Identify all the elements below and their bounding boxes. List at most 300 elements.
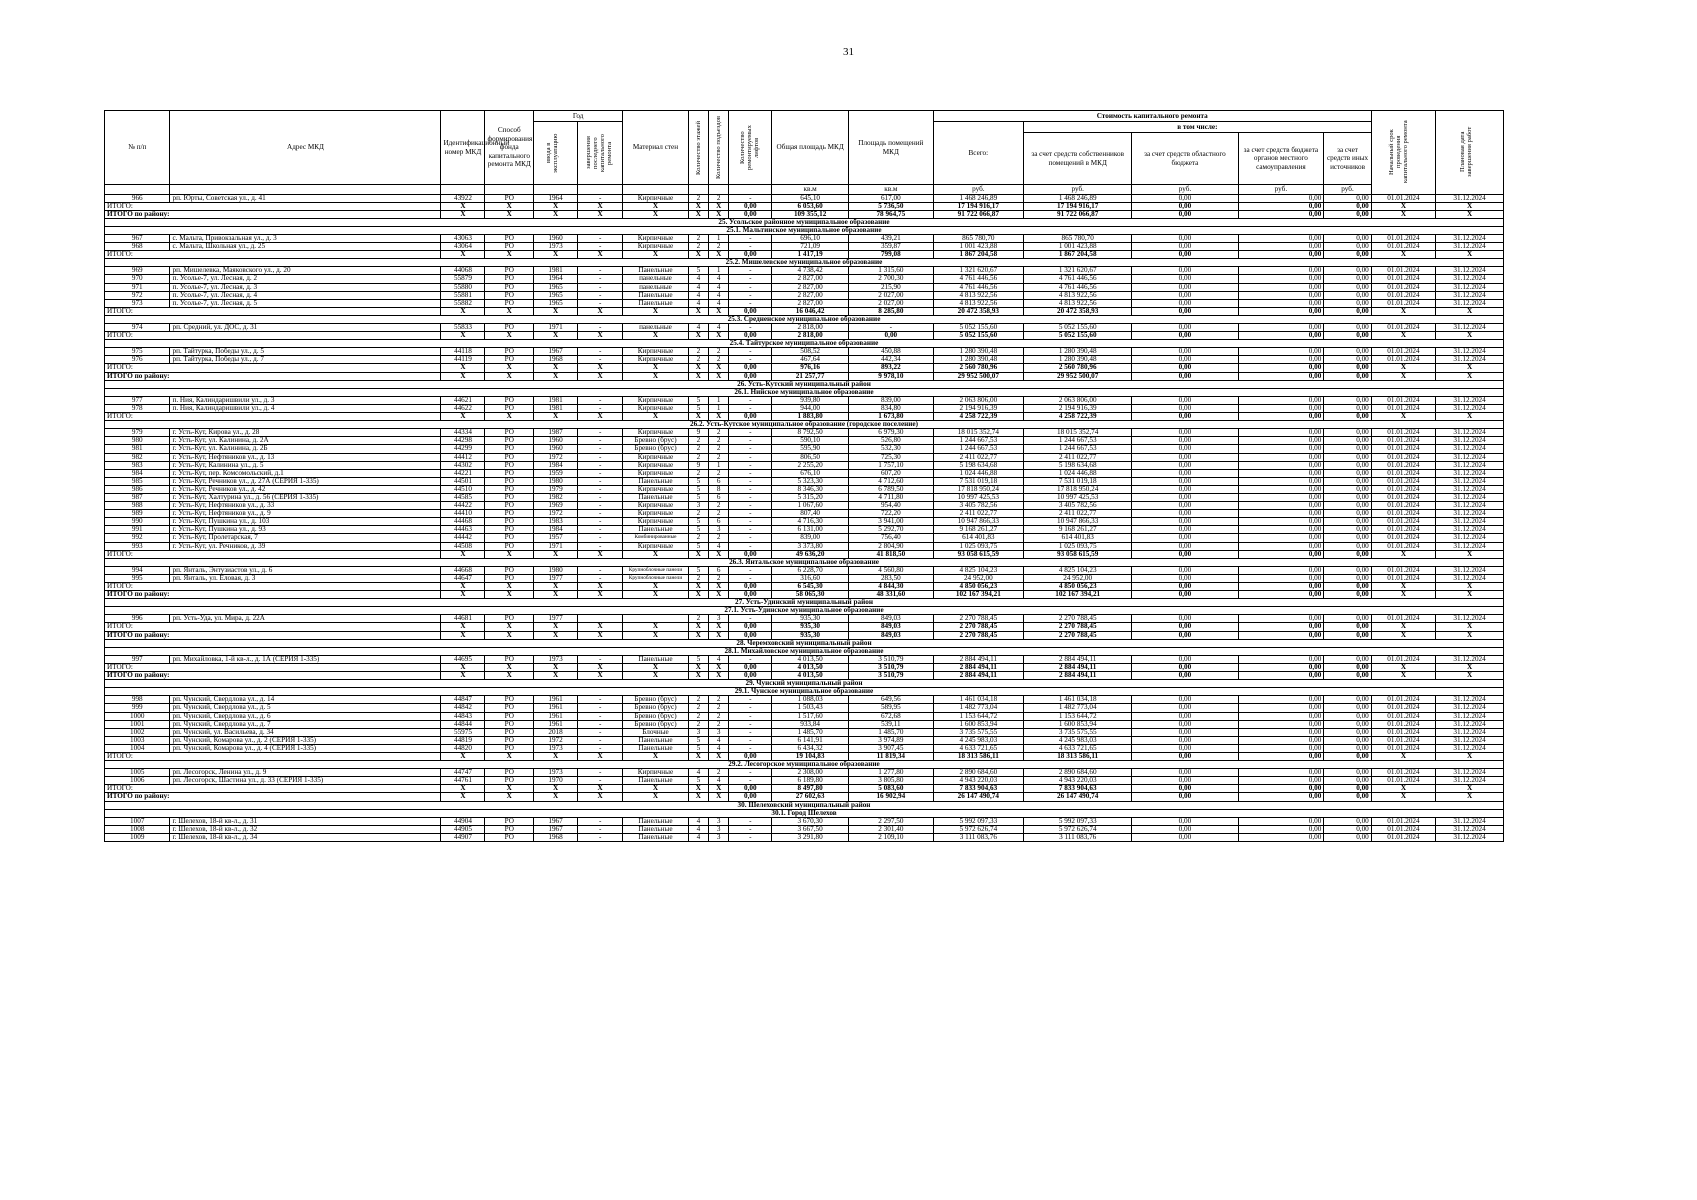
cell-last-repair: - <box>578 194 623 202</box>
cell-method: РО <box>485 243 534 251</box>
cell-last-repair: - <box>578 445 623 453</box>
cell-total-area: 645,10 <box>772 194 849 202</box>
cell-premises-area: 9 978,10 <box>849 372 934 380</box>
section-title: 29.1. Чунское муниципальное образование <box>105 688 1504 696</box>
cell-last-repair: - <box>578 696 623 704</box>
cell-local: 0,00 <box>1238 704 1324 712</box>
cell-entrances: 6 <box>709 566 729 574</box>
cell-total: 5 052 155,60 <box>933 332 1023 340</box>
cell-other: 0,00 <box>1324 518 1371 526</box>
placeholder-x: X <box>441 413 485 421</box>
cell-year: 1961 <box>534 720 578 728</box>
cell-elevators: 0,00 <box>729 251 772 259</box>
cell-entrances: 3 <box>709 825 729 833</box>
cell-floors: 4 <box>688 817 708 825</box>
cell-method: РО <box>485 461 534 469</box>
cell-method: РО <box>485 728 534 736</box>
cell-entrances: 4 <box>709 283 729 291</box>
cell-regional: 0,00 <box>1132 348 1238 356</box>
cell-regional: 0,00 <box>1132 202 1238 210</box>
cell-num: 1006 <box>105 777 170 785</box>
cell-total-area: 6 228,70 <box>772 566 849 574</box>
cell-year: 2018 <box>534 728 578 736</box>
cell-total-area: 4 738,42 <box>772 267 849 275</box>
cell-year: 1971 <box>534 542 578 550</box>
cell-entrances: 4 <box>709 777 729 785</box>
placeholder-x: X <box>485 332 534 340</box>
cell-other: 0,00 <box>1324 769 1371 777</box>
cell-other: 0,00 <box>1324 777 1371 785</box>
cell-floors: 5 <box>688 493 708 501</box>
cell-start: 01.01.2024 <box>1371 736 1435 744</box>
cell-premises-area: 539,11 <box>849 720 934 728</box>
cell-total-area: 1 883,80 <box>772 413 849 421</box>
cell-total: 3 111 083,76 <box>933 833 1023 841</box>
cell-floors: 5 <box>688 744 708 752</box>
cell-owners: 5 052 155,60 <box>1023 324 1131 332</box>
placeholder-x: X <box>534 631 578 639</box>
cell-walls: Бревно (брус) <box>623 696 688 704</box>
cell-owners: 4 258 722,39 <box>1023 413 1131 421</box>
cell-entrances: 2 <box>709 445 729 453</box>
cell-owners: 3 405 782,56 <box>1023 502 1131 510</box>
cell-last-repair: - <box>578 234 623 242</box>
cell-address: рп. Михайловка, 1-й кв-л., д. 1А (СЕРИЯ 1-335) <box>170 655 441 663</box>
cell-premises-area: 4 560,80 <box>849 566 934 574</box>
cell-ident: 44819 <box>441 736 485 744</box>
cell-total-area: 16 046,42 <box>772 307 849 315</box>
cell-start: 01.01.2024 <box>1371 445 1435 453</box>
header-year-last-repair: завершения последнего капитального ремонта <box>585 134 614 172</box>
cell-total-area: 6 141,91 <box>772 736 849 744</box>
cell-other: 0,00 <box>1324 510 1371 518</box>
header-other: за счет средств иных источников <box>1324 133 1371 185</box>
cell-total-area: 3 291,80 <box>772 833 849 841</box>
placeholder-x: X <box>485 623 534 631</box>
cell-local: 0,00 <box>1238 307 1324 315</box>
placeholder-x: X <box>688 672 708 680</box>
cell-local: 0,00 <box>1238 663 1324 671</box>
cell-num: 973 <box>105 299 170 307</box>
cell-regional: 0,00 <box>1132 550 1238 558</box>
cell-total: 1 600 853,94 <box>933 720 1023 728</box>
cell-num: 992 <box>105 534 170 542</box>
cell-end: 31.12.2024 <box>1436 833 1504 841</box>
placeholder-x: X <box>623 583 688 591</box>
cell-other: 0,00 <box>1324 243 1371 251</box>
cell-floors: 5 <box>688 477 708 485</box>
cell-entrances: 4 <box>709 655 729 663</box>
cell-owners: 2 884 494,11 <box>1023 655 1131 663</box>
cell-end: 31.12.2024 <box>1436 534 1504 542</box>
placeholder-x: X <box>709 623 729 631</box>
cell-other: 0,00 <box>1324 526 1371 534</box>
cell-local: 0,00 <box>1238 299 1324 307</box>
cell-entrances: 6 <box>709 477 729 485</box>
cell-local: 0,00 <box>1238 396 1324 404</box>
cell-regional: 0,00 <box>1132 574 1238 582</box>
cell-regional: 0,00 <box>1132 324 1238 332</box>
cell-local: 0,00 <box>1238 275 1324 283</box>
cell-ident: 44508 <box>441 542 485 550</box>
cell-other: 0,00 <box>1324 413 1371 421</box>
cell-total: 29 952 500,07 <box>933 372 1023 380</box>
header-total-area: Общая площадь МКД <box>772 111 849 185</box>
cell-regional: 0,00 <box>1132 477 1238 485</box>
cell-local: 0,00 <box>1238 404 1324 412</box>
cell-num: 984 <box>105 469 170 477</box>
cell-method: РО <box>485 356 534 364</box>
placeholder-x: X <box>441 785 485 793</box>
placeholder-x: X <box>534 332 578 340</box>
cell-end: 31.12.2024 <box>1436 275 1504 283</box>
cell-entrances: 1 <box>709 234 729 242</box>
cell-premises-area: - <box>849 324 934 332</box>
cell-last-repair: - <box>578 429 623 437</box>
cell-premises-area: 5 736,50 <box>849 202 934 210</box>
cell-walls: Комбинированные <box>623 534 688 542</box>
cell-elevators: - <box>729 348 772 356</box>
cell-last-repair: - <box>578 534 623 542</box>
cell-total: 5 992 097,33 <box>933 817 1023 825</box>
cell-address: рп. Тайтурка, Победы ул., д. 5 <box>170 348 441 356</box>
cell-entrances: 1 <box>709 404 729 412</box>
cell-total-area: 49 636,20 <box>772 550 849 558</box>
cell-regional: 0,00 <box>1132 663 1238 671</box>
cell-year: 1979 <box>534 485 578 493</box>
cell-ident: 44668 <box>441 566 485 574</box>
cell-elevators: 0,00 <box>729 752 772 760</box>
cell-walls: Бревно (брус) <box>623 712 688 720</box>
cell-address: г. Шелехов, 18-й кв-л., д. 34 <box>170 833 441 841</box>
cell-method: РО <box>485 615 534 623</box>
cell-regional: 0,00 <box>1132 712 1238 720</box>
cell-owners: 2 560 780,96 <box>1023 364 1131 372</box>
cell-other: 0,00 <box>1324 283 1371 291</box>
section-title: 30. Шелеховский муниципальный район <box>105 801 1504 809</box>
cell-ident: 44118 <box>441 348 485 356</box>
cell-other: 0,00 <box>1324 550 1371 558</box>
placeholder-x: X <box>688 752 708 760</box>
placeholder-x: X <box>578 583 623 591</box>
cell-elevators: 0,00 <box>729 591 772 599</box>
cell-elevators: - <box>729 510 772 518</box>
cell-end: 31.12.2024 <box>1436 299 1504 307</box>
cell-regional: 0,00 <box>1132 396 1238 404</box>
placeholder-x: X <box>1371 550 1435 558</box>
cell-last-repair: - <box>578 817 623 825</box>
cell-regional: 0,00 <box>1132 502 1238 510</box>
cell-local: 0,00 <box>1238 469 1324 477</box>
placeholder-x: X <box>709 663 729 671</box>
cell-total-area: 1 517,60 <box>772 712 849 720</box>
cell-total: 4 761 446,56 <box>933 275 1023 283</box>
cell-total: 9 168 261,27 <box>933 526 1023 534</box>
cell-ident: 44302 <box>441 461 485 469</box>
cell-ident: 44847 <box>441 696 485 704</box>
cell-floors: 2 <box>688 243 708 251</box>
cell-floors: 4 <box>688 275 708 283</box>
cell-address: г. Усть-Кут, ул. Калинина, д. 2А <box>170 437 441 445</box>
placeholder-x: X <box>623 332 688 340</box>
cell-address: г. Усть-Кут, Халтурина ул., д. 56 (СЕРИЯ 1-335) <box>170 493 441 501</box>
cell-local: 0,00 <box>1238 583 1324 591</box>
cell-other: 0,00 <box>1324 291 1371 299</box>
cell-elevators: - <box>729 234 772 242</box>
placeholder-x: X <box>623 210 688 218</box>
total-label: ИТОГО: <box>105 583 441 591</box>
cell-total: 1 280 390,48 <box>933 348 1023 356</box>
cell-total: 1 867 204,58 <box>933 251 1023 259</box>
total-label: ИТОГО по району: <box>105 210 441 218</box>
placeholder-x: X <box>688 591 708 599</box>
cell-floors: 2 <box>688 445 708 453</box>
placeholder-x: X <box>578 332 623 340</box>
cell-last-repair: - <box>578 712 623 720</box>
cell-total-area: 976,16 <box>772 364 849 372</box>
section-title: 25. Усольское районное муниципальное образование <box>105 218 1504 226</box>
cell-address: с. Мальта, Школьная ул., д. 25 <box>170 243 441 251</box>
placeholder-x: X <box>1371 623 1435 631</box>
placeholder-x: X <box>441 672 485 680</box>
cell-end: 31.12.2024 <box>1436 720 1504 728</box>
cell-regional: 0,00 <box>1132 736 1238 744</box>
cell-num: 1008 <box>105 825 170 833</box>
cell-year: 1973 <box>534 243 578 251</box>
cell-total: 1 461 034,18 <box>933 696 1023 704</box>
cell-year: 1968 <box>534 356 578 364</box>
cell-ident: 44585 <box>441 493 485 501</box>
placeholder-x: X <box>1371 583 1435 591</box>
cell-total-area: 2 818,00 <box>772 332 849 340</box>
section-title: 25.4. Тайтурское муниципальное образование <box>105 340 1504 348</box>
cell-owners: 1 867 204,58 <box>1023 251 1131 259</box>
placeholder-x: X <box>441 631 485 639</box>
section-title: 28.1. Михайловское муниципальное образование <box>105 647 1504 655</box>
cell-num: 986 <box>105 485 170 493</box>
cell-walls: Панельные <box>623 744 688 752</box>
cell-address: рп. Янталь, Энтузиастов ул., д. 6 <box>170 566 441 574</box>
cell-year: 1977 <box>534 574 578 582</box>
cell-total-area: 8 497,80 <box>772 785 849 793</box>
cell-method: РО <box>485 720 534 728</box>
header-elevators: Количество ремонтируемых лифтов <box>739 125 761 170</box>
cell-year: 1972 <box>534 736 578 744</box>
cell-local: 0,00 <box>1238 210 1324 218</box>
cell-address: г. Шелехов, 18-й кв-л., д. 32 <box>170 825 441 833</box>
cell-walls: Бревно (брус) <box>623 704 688 712</box>
cell-regional: 0,00 <box>1132 631 1238 639</box>
cell-entrances: 2 <box>709 453 729 461</box>
district-total-row <box>105 631 1504 639</box>
cell-total-area: 6 189,80 <box>772 777 849 785</box>
cell-elevators: 0,00 <box>729 672 772 680</box>
cell-total-area: 944,00 <box>772 404 849 412</box>
cell-year: 1981 <box>534 404 578 412</box>
placeholder-x: X <box>623 752 688 760</box>
header-owners: за счет средств собственников помещений в МКД <box>1023 133 1131 185</box>
cell-other: 0,00 <box>1324 736 1371 744</box>
cell-elevators: - <box>729 655 772 663</box>
cell-other: 0,00 <box>1324 469 1371 477</box>
cell-end: 31.12.2024 <box>1436 817 1504 825</box>
unit-total-area: кв.м <box>772 185 849 195</box>
total-row <box>105 550 1504 558</box>
cell-premises-area: 78 964,75 <box>849 210 934 218</box>
cell-regional: 0,00 <box>1132 194 1238 202</box>
cell-start: 01.01.2024 <box>1371 518 1435 526</box>
cell-end: 31.12.2024 <box>1436 429 1504 437</box>
cell-other: 0,00 <box>1324 542 1371 550</box>
cell-entrances: 2 <box>709 194 729 202</box>
header-cost: Стоимость капитального ремонта <box>933 111 1371 122</box>
placeholder-x: X <box>1371 332 1435 340</box>
cell-other: 0,00 <box>1324 712 1371 720</box>
section-title: 26.1. Нийское муниципальное образование <box>105 388 1504 396</box>
placeholder-x: X <box>534 307 578 315</box>
cell-total: 1 244 667,53 <box>933 445 1023 453</box>
placeholder-x: X <box>578 413 623 421</box>
cell-method: РО <box>485 817 534 825</box>
cell-local: 0,00 <box>1238 243 1324 251</box>
cell-premises-area: 532,30 <box>849 445 934 453</box>
cell-year: 1960 <box>534 234 578 242</box>
cell-total-area: 4 013,50 <box>772 655 849 663</box>
cell-address: рп. Мишелевка, Маяковского ул., д. 20 <box>170 267 441 275</box>
cell-walls: Кирпичные <box>623 510 688 518</box>
placeholder-x: X <box>578 785 623 793</box>
cell-other: 0,00 <box>1324 591 1371 599</box>
cell-elevators: - <box>729 275 772 283</box>
cell-total-area: 1 503,43 <box>772 704 849 712</box>
cell-ident: 44681 <box>441 615 485 623</box>
placeholder-x: X <box>485 631 534 639</box>
cell-regional: 0,00 <box>1132 267 1238 275</box>
cell-last-repair: - <box>578 267 623 275</box>
placeholder-x: X <box>688 623 708 631</box>
cell-premises-area: 893,22 <box>849 364 934 372</box>
placeholder-x: X <box>441 332 485 340</box>
cell-regional: 0,00 <box>1132 283 1238 291</box>
placeholder-x: X <box>441 752 485 760</box>
cell-floors: 2 <box>688 615 708 623</box>
cell-other: 0,00 <box>1324 493 1371 501</box>
cell-elevators: - <box>729 744 772 752</box>
total-row <box>105 364 1504 372</box>
cell-premises-area: 839,00 <box>849 396 934 404</box>
cell-owners: 102 167 394,21 <box>1023 591 1131 599</box>
cell-num: 1004 <box>105 744 170 752</box>
cell-num: 980 <box>105 437 170 445</box>
cell-floors: 5 <box>688 485 708 493</box>
cell-end: 31.12.2024 <box>1436 777 1504 785</box>
cell-total: 17 818 950,24 <box>933 485 1023 493</box>
cell-total-area: 2 818,00 <box>772 324 849 332</box>
cell-last-repair: - <box>578 453 623 461</box>
cell-total: 5 198 634,68 <box>933 461 1023 469</box>
cell-local: 0,00 <box>1238 485 1324 493</box>
cell-local: 0,00 <box>1238 445 1324 453</box>
cell-end: 31.12.2024 <box>1436 461 1504 469</box>
cell-local: 0,00 <box>1238 785 1324 793</box>
cell-regional: 0,00 <box>1132 210 1238 218</box>
cell-premises-area: 3 974,89 <box>849 736 934 744</box>
cell-start: 01.01.2024 <box>1371 437 1435 445</box>
cell-walls: Панельные <box>623 526 688 534</box>
cell-total: 1 025 093,75 <box>933 542 1023 550</box>
total-label: ИТОГО по району: <box>105 372 441 380</box>
cell-end: 31.12.2024 <box>1436 526 1504 534</box>
cell-start: 01.01.2024 <box>1371 542 1435 550</box>
placeholder-x: X <box>688 210 708 218</box>
cell-ident: 44844 <box>441 720 485 728</box>
placeholder-x: X <box>623 663 688 671</box>
header-year: Год <box>534 111 623 122</box>
cell-elevators: 0,00 <box>729 307 772 315</box>
cell-start: 01.01.2024 <box>1371 777 1435 785</box>
cell-num: 974 <box>105 324 170 332</box>
cell-total-area: 676,10 <box>772 469 849 477</box>
cell-owners: 2 270 788,45 <box>1023 631 1131 639</box>
cell-premises-area: 6 979,30 <box>849 429 934 437</box>
cell-num: 972 <box>105 291 170 299</box>
table-row <box>105 283 1504 291</box>
cell-end: 31.12.2024 <box>1436 404 1504 412</box>
cell-method: РО <box>485 655 534 663</box>
cell-local: 0,00 <box>1238 518 1324 526</box>
cell-elevators: 0,00 <box>729 793 772 801</box>
cell-floors: 2 <box>688 437 708 445</box>
cell-regional: 0,00 <box>1132 793 1238 801</box>
placeholder-x: X <box>1436 793 1504 801</box>
cell-total: 3 405 782,56 <box>933 502 1023 510</box>
cell-total-area: 6 545,30 <box>772 583 849 591</box>
cell-premises-area: 2 027,00 <box>849 299 934 307</box>
placeholder-x: X <box>1436 413 1504 421</box>
cell-method: РО <box>485 825 534 833</box>
cell-year: 1967 <box>534 825 578 833</box>
cell-premises-area: 439,21 <box>849 234 934 242</box>
cell-method: РО <box>485 833 534 841</box>
cell-start: 01.01.2024 <box>1371 477 1435 485</box>
cell-elevators: - <box>729 283 772 291</box>
cell-total-area: 1 417,19 <box>772 251 849 259</box>
cell-other: 0,00 <box>1324 364 1371 372</box>
cell-other: 0,00 <box>1324 720 1371 728</box>
header-address: Адрес МКД <box>170 111 441 185</box>
cell-method: РО <box>485 437 534 445</box>
cell-local: 0,00 <box>1238 574 1324 582</box>
placeholder-x: X <box>1371 364 1435 372</box>
cell-local: 0,00 <box>1238 291 1324 299</box>
cell-premises-area: 2 301,40 <box>849 825 934 833</box>
cell-other: 0,00 <box>1324 663 1371 671</box>
cell-end: 31.12.2024 <box>1436 493 1504 501</box>
cell-total: 91 722 066,87 <box>933 210 1023 218</box>
cell-total-area: 721,09 <box>772 243 849 251</box>
placeholder-x: X <box>578 752 623 760</box>
cell-owners: 17 818 950,24 <box>1023 485 1131 493</box>
cell-last-repair: - <box>578 493 623 501</box>
cell-walls: Кирпичные <box>623 485 688 493</box>
placeholder-x: X <box>578 793 623 801</box>
cell-elevators: - <box>729 477 772 485</box>
cell-walls: Кирпичные <box>623 542 688 550</box>
cell-last-repair: - <box>578 833 623 841</box>
cell-end: 31.12.2024 <box>1436 728 1504 736</box>
cell-premises-area: 2 109,10 <box>849 833 934 841</box>
cell-regional: 0,00 <box>1132 234 1238 242</box>
